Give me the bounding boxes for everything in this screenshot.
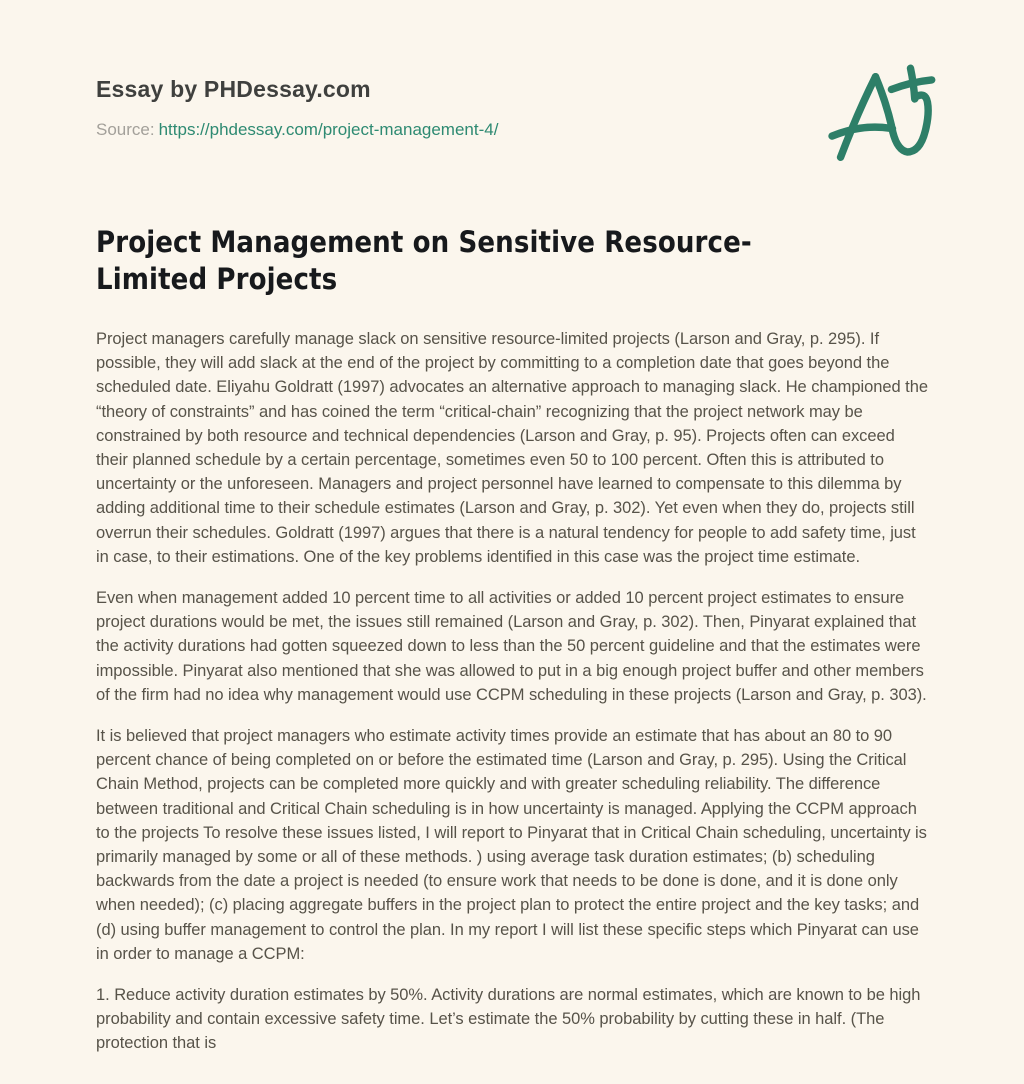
provider-title: Essay by PHDessay.com bbox=[96, 76, 371, 102]
essay-paragraph: It is believed that project managers who estimate activity times provide an estimate that has about an 80 to 90 percent chance of being completed on or before the estimated time (Larson and Gray, p. 295). Using the Critical Chain Method, projects can be completed more quickly and with greater scheduling reliability. The difference between traditional and Critical Chain scheduling is in how uncertainty is managed. Applying the CCPM approach to the projects To resolve these issues listed, I will report to Pinyarat that in Critical Chain scheduling, uncertainty is primarily managed by some or all of these methods. ) using average task duration estimates; (b) scheduling backwards from the date a project is needed (to ensure work that needs to be done is done, and it is done only when needed); (c) placing aggregate buffers in the project plan to protect the entire project and the key tasks; and (d) using buffer management to control the plan. In my report I will list these specific steps which Pinyarat can use in order to manage a CCPM: bbox=[96, 727, 927, 963]
page-title: Project Management on Sensitive Resource-Limited Projects bbox=[96, 225, 752, 296]
essay-paragraph: 1. Reduce activity duration estimates by 50%. Activity durations are normal estimates, which are known to be high probability and contain excessive safety time. Let’s estimate the 50% probability by cutting these in half. (The protection that is bbox=[96, 986, 921, 1053]
source-row bbox=[96, 120, 928, 140]
source-label: Source: bbox=[96, 120, 155, 139]
a-plus-logo-icon bbox=[820, 64, 948, 170]
essay-header bbox=[96, 76, 928, 140]
essay-paragraph: Project managers carefully manage slack on sensitive resource-limited projects (Larson and Gray, p. 295). If possible, they will add slack at the end of the project by committing to a completion date that goes beyond the scheduled date. Eliyahu Goldratt (1997) advocates an alternative approach to managing slack. He championed the “theory of constraints” and has coined the term “critical-chain” recognizing that the project network may be constrained by both resource and technical dependencies (Larson and Gray, p. 95). Projects often can exceed their planned schedule by a certain percentage, sometimes even 50 to 100 percent. Often this is attributed to uncertainty or the unforeseen. Managers and project personnel have learned to compensate to this dilemma by adding additional time to their schedule estimates (Larson and Gray, p. 302). Yet even when they do, projects still overrun their schedules. Goldratt (1997) argues that there is a natural tendency for people to add safety time, just in case, to their estimations. One of the key problems identified in this case was the project time estimate. bbox=[96, 330, 928, 566]
essay-body bbox=[96, 327, 928, 1056]
source-link[interactable]: https://phdessay.com/project-management-4/ bbox=[158, 120, 499, 139]
essay-paragraph: Even when management added 10 percent time to all activities or added 10 percent project estimates to ensure project durations would be met, the issues still remained (Larson and Gray, p. 302). Then, Pinyarat explained that the activity durations had gotten squeezed down to less than the 50 percent guideline and that the estimates were impossible. Pinyarat also mentioned that she was allowed to put in a big enough project buffer and other members of the firm had no idea why management would use CCPM scheduling in these projects (Larson and Gray, p. 303). bbox=[96, 589, 927, 704]
